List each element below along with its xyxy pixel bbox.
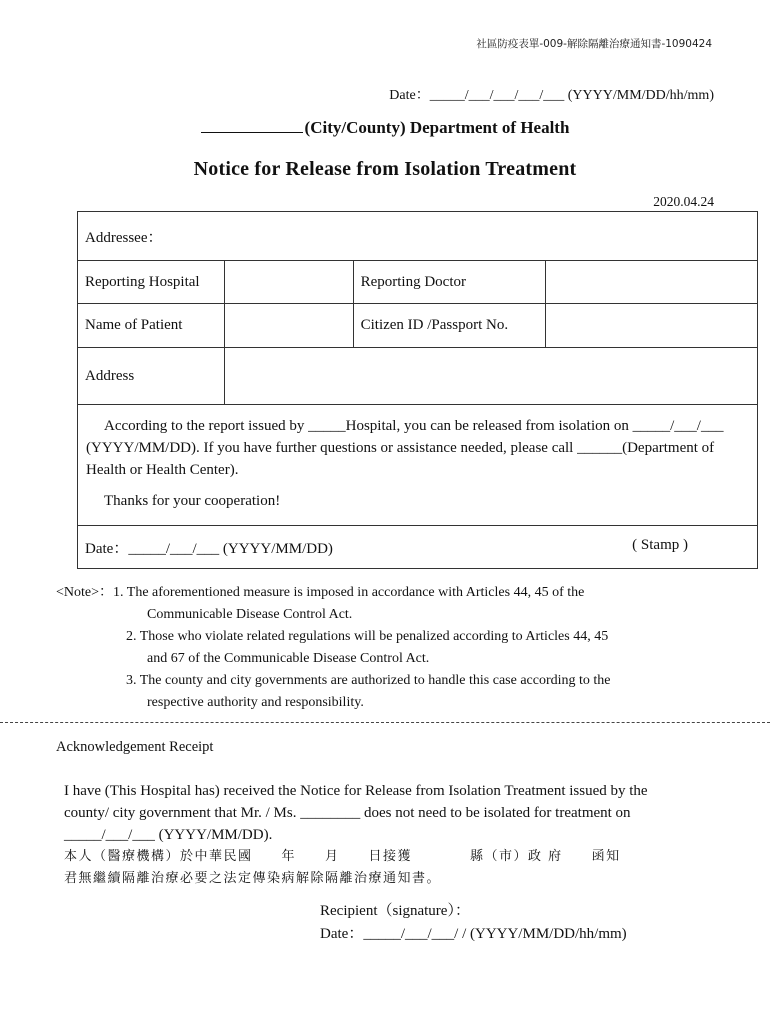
cut-line-divider	[0, 722, 770, 723]
notice-text: According to the report issued by _____Hospital, you can be released from isolation on _____/___/___ (YYYY/MM/DD). If you have further questions or assistance needed, please call ______(Department of Health or Health Center).	[86, 418, 724, 478]
recipient-date-field[interactable]: Date：_____/___/___/ / (YYYY/MM/DD/hh/mm)	[320, 926, 627, 942]
stamp-label: ( Stamp )	[632, 536, 688, 553]
department-name-blank[interactable]	[201, 116, 303, 133]
citizen-id-field[interactable]	[546, 304, 758, 348]
reporting-hospital-field[interactable]	[224, 261, 353, 304]
issue-date-field[interactable]: Date：_____/___/___/___/___ (YYYY/MM/DD/hh/mm)	[389, 88, 714, 103]
addressee-label: Addressee：	[85, 229, 163, 246]
signature-date-row[interactable]	[78, 526, 758, 569]
notice-body	[78, 405, 758, 526]
version-date: 2020.04.24	[653, 194, 714, 209]
note-item-1-cont: Communicable Disease Control Act.	[147, 607, 353, 622]
address-label: Address	[78, 348, 225, 405]
ack-line-1: I have (This Hospital has) received the Notice for Release from Isolation Treatment issued by the	[64, 783, 648, 799]
recipient-block	[320, 900, 627, 946]
ack-cjk-line-1: 本人（醫療機構）於中華民國 年 月 日接獲 縣（市）政 府 函知	[64, 849, 621, 864]
department-heading	[0, 116, 770, 138]
reporting-doctor-field[interactable]	[546, 261, 758, 304]
address-field[interactable]	[224, 348, 757, 405]
note-item-3: 3. The county and city governments are authorized to handle this case according to the	[126, 673, 611, 688]
reporting-doctor-label: Reporting Doctor	[353, 261, 546, 304]
patient-name-label: Name of Patient	[78, 304, 225, 348]
acknowledgement-title: Acknowledgement Receipt	[56, 739, 214, 755]
note-item-1	[56, 582, 736, 604]
notice-form-table	[77, 211, 758, 569]
ack-line-3[interactable]: _____/___/___ (YYYY/MM/DD).	[64, 827, 273, 843]
addressee-field[interactable]	[78, 212, 758, 261]
ack-cjk-line-2: 君無繼續隔離治療必要之法定傳染病解除隔離治療通知書。	[64, 871, 442, 886]
reporting-hospital-label: Reporting Hospital	[78, 261, 225, 304]
ack-line-2[interactable]: county/ city government that Mr. / Ms. ________ does not need to be isolated for treatment on	[64, 805, 631, 821]
thanks-text: Thanks for your cooperation!	[104, 493, 281, 509]
notice-date-label: Date：_____/___/___ (YYYY/MM/DD)	[85, 540, 333, 557]
acknowledgement-body	[64, 780, 724, 890]
department-label: (City/County) Department of Health	[304, 118, 570, 137]
form-code: 社區防疫表單-009-解除隔離治療通知書-1090424	[476, 38, 712, 50]
note-item-1-text: 1. The aforementioned measure is imposed in accordance with Articles 44, 45 of the	[113, 585, 585, 600]
note-prefix: <Note>：	[56, 585, 114, 600]
page-title: Notice for Release from Isolation Treatment	[193, 158, 577, 180]
patient-name-field[interactable]	[224, 304, 353, 348]
citizen-id-label: Citizen ID /Passport No.	[353, 304, 546, 348]
notes-section	[56, 582, 736, 714]
note-item-3-cont: respective authority and responsibility.	[147, 695, 364, 710]
note-item-2-cont: and 67 of the Communicable Disease Control Act.	[147, 651, 430, 666]
note-item-2: 2. Those who violate related regulations will be penalized according to Articles 44, 45	[126, 629, 609, 644]
recipient-signature-field[interactable]: Recipient（signature）：	[320, 903, 470, 919]
